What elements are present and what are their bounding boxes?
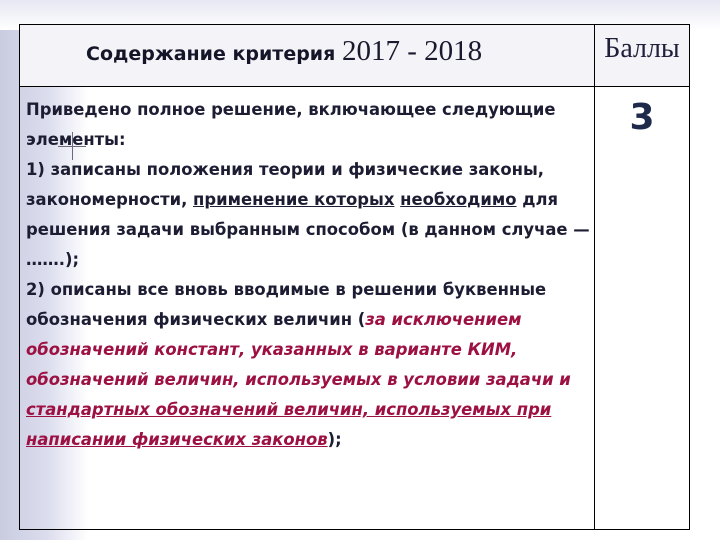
points-header-cell (595, 25, 689, 86)
criterion-intro: Приведено полное решение, включающее следующие элементы: (26, 100, 556, 149)
score-value: 3 (629, 97, 655, 138)
item2-text-end: ); (327, 430, 342, 449)
criterion-text (26, 95, 592, 455)
item2-text-a: 2) описаны все вновь вводимые в решении буквенные обозначения физических величин ( (26, 280, 547, 329)
item1-underlined-a: применение которых (193, 190, 395, 209)
criterion-item-2 (26, 275, 592, 455)
criterion-item-1 (26, 155, 592, 275)
item1-text-b: для решения задачи выбранным способом (в данном случае — …….); (26, 190, 590, 269)
item2-italic-underlined: стандартных обозначений величин, используемых при написании физических законов (26, 400, 552, 449)
item1-text-a: 1) записаны положения теории и физические законы, закономерности, (26, 160, 545, 209)
criterion-header-cell (20, 25, 595, 86)
table-header-row (20, 25, 689, 87)
table-row (20, 87, 689, 529)
points-header-label: Баллы (604, 33, 680, 64)
criterion-header-label: Содержание критерия (86, 43, 336, 65)
criterion-header-year: 2017 - 2018 (341, 35, 483, 67)
criterion-cell (20, 87, 595, 529)
points-cell (595, 87, 689, 529)
item1-underlined-b: необходимо (400, 190, 517, 209)
criterion-header-title (86, 35, 482, 68)
criteria-table (19, 24, 690, 530)
item2-italic-text: за исключением обозначений констант, указанных в варианте КИМ, обозначений величин, используемых в условии задачи и (26, 310, 571, 389)
